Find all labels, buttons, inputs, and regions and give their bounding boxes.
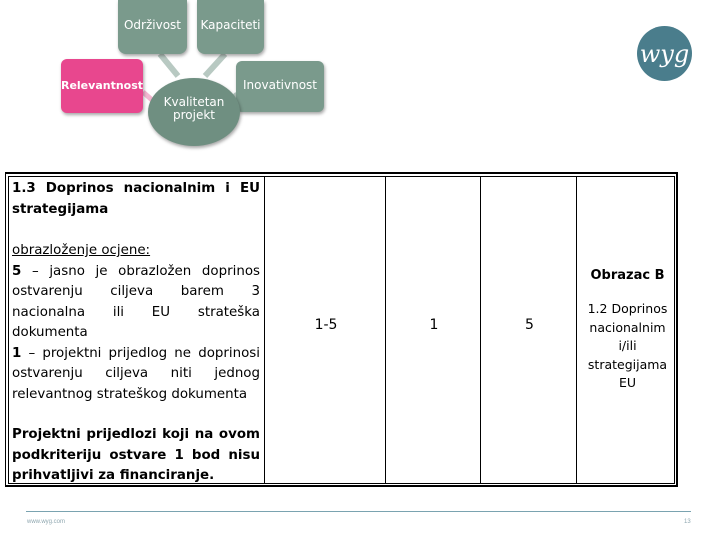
kapaciteti-box: [197, 0, 264, 54]
eligibility-note: Projektni prijedlozi koji na ovom podkriteriju ostvare 1 bod nisu prihvatljivi za financiranje.: [12, 427, 260, 483]
wyg-logo: [637, 26, 692, 81]
page-number: 13: [684, 519, 691, 525]
kvalitetan-projekt-circle: [148, 78, 240, 146]
max-score-cell: 5: [525, 317, 534, 333]
criterion-description-cell: [12, 179, 260, 487]
score-1-number: 1: [12, 345, 22, 361]
footer-divider: [26, 511, 691, 512]
criteria-table: [5, 172, 678, 487]
criterion-title: 1.3 Doprinos nacionalnim i EU strategijama: [12, 181, 260, 217]
inovativnost-label: Inovativnost: [243, 78, 317, 92]
odrzivost-box: [118, 0, 187, 54]
form-detail: 1.2 Doprinos nacionalnim i/ili strategijama EU: [587, 301, 668, 390]
quality-project-diagram: [0, 0, 330, 160]
score-5-text: – jasno je obrazložen doprinos ostvarenju ciljeva barem 3 nacionalna ili EU strateška dokumenta: [12, 263, 260, 340]
score-range-cell: 1-5: [314, 317, 338, 333]
explanation-label: obrazloženje ocjene:: [12, 243, 151, 258]
logo-text: wyg: [639, 39, 690, 68]
column-divider: [576, 176, 577, 484]
kapaciteti-label: Kapaciteti: [200, 18, 261, 32]
relevantnost-box: [61, 59, 143, 113]
score-1-text: – projektni prijedlog ne doprinosi ostvarenju ciljeva niti jednog relevantnog strateškog dokumenta: [12, 345, 260, 402]
projekt-label: projekt: [173, 108, 215, 122]
kvalitetan-label: Kvalitetan: [163, 95, 225, 109]
form-reference-cell: [579, 268, 676, 393]
odrzivost-label: Održivost: [123, 18, 182, 32]
relevantnost-label: Relevantnost: [60, 79, 144, 92]
footer-url: www.wyg.com: [27, 519, 66, 525]
column-divider: [264, 176, 265, 484]
column-divider: [480, 176, 481, 484]
column-divider: [385, 176, 386, 484]
inovativnost-box: [236, 61, 324, 112]
score-5-number: 5: [12, 263, 22, 279]
min-score-cell: 1: [429, 317, 439, 333]
form-title: Obrazac B: [590, 268, 665, 283]
